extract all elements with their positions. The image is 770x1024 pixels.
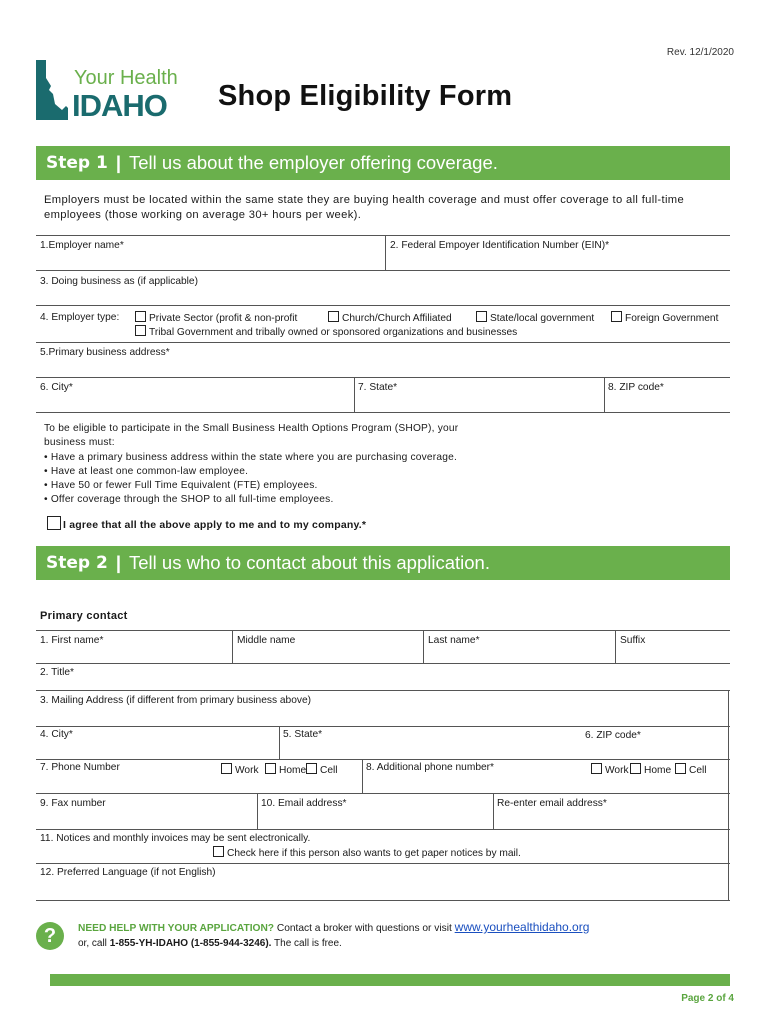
step1-number: Step 1 xyxy=(46,153,108,173)
step2-heading: Tell us who to contact about this application. xyxy=(129,552,490,573)
divider xyxy=(728,726,729,759)
checkbox[interactable] xyxy=(328,311,339,322)
checkbox[interactable] xyxy=(47,516,61,530)
employer-type-private[interactable]: Private Sector (profit & non-profit xyxy=(135,311,297,324)
divider xyxy=(279,726,280,759)
divider xyxy=(728,863,729,900)
additional-phone-field[interactable]: 8. Additional phone number* xyxy=(366,762,495,773)
divider xyxy=(36,793,730,794)
step2-separator: | xyxy=(115,552,122,573)
ein-field[interactable]: 2. Federal Empoyer Identification Number (EIN)* xyxy=(390,240,610,251)
phone-type-work[interactable]: Work xyxy=(221,763,259,776)
checkbox[interactable] xyxy=(265,763,276,774)
employer-type-label: 4. Employer type: xyxy=(40,312,120,323)
phone-field[interactable]: 7. Phone Number xyxy=(40,762,120,773)
checkbox[interactable] xyxy=(221,763,232,774)
help-text xyxy=(78,920,589,934)
employer-type-tribal[interactable]: Tribal Government and tribally owned or sponsored organizations and businesses xyxy=(135,325,517,338)
language-field[interactable]: 12. Preferred Language (if not English) xyxy=(40,867,216,878)
divider xyxy=(604,377,605,412)
checkbox[interactable] xyxy=(135,311,146,322)
step2-header xyxy=(36,546,730,580)
divider xyxy=(728,829,729,863)
first-name-field[interactable]: 1. First name* xyxy=(40,635,104,646)
help-call-text xyxy=(78,938,342,949)
divider xyxy=(36,235,730,236)
divider xyxy=(728,759,729,793)
contact-city-field[interactable]: 4. City* xyxy=(40,729,73,740)
help-call-pre: or, call xyxy=(78,938,110,949)
employer-type-foreign[interactable]: Foreign Government xyxy=(611,311,718,324)
help-phone: 1-855-YH-IDAHO (1-855-944-3246). xyxy=(109,938,272,949)
add-phone-type-home[interactable]: Home xyxy=(630,763,671,776)
divider xyxy=(728,690,729,726)
reenter-email-field[interactable]: Re-enter email address* xyxy=(497,798,607,809)
divider xyxy=(36,412,730,413)
eligibility-item: • Have 50 or fewer Full Time Equivalent (FTE) employees. xyxy=(44,479,504,493)
city-field[interactable]: 6. City* xyxy=(40,382,73,393)
agree-checkbox[interactable]: I agree that all the above apply to me and to my company.* xyxy=(47,516,366,531)
divider xyxy=(36,630,730,631)
employer-type-church[interactable]: Church/Church Affiliated xyxy=(328,311,452,324)
step1-header xyxy=(36,146,730,180)
step1-separator: | xyxy=(115,152,122,173)
divider xyxy=(385,235,386,270)
checkbox[interactable] xyxy=(591,763,602,774)
revision-date: Rev. 12/1/2020 xyxy=(666,47,734,58)
website-link[interactable]: www.yourhealthidaho.org xyxy=(454,920,590,934)
divider xyxy=(354,377,355,412)
notices-label: 11. Notices and monthly invoices may be sent electronically. xyxy=(40,833,311,844)
phone-type-cell[interactable]: Cell xyxy=(306,763,338,776)
divider xyxy=(423,630,424,663)
checkbox[interactable] xyxy=(675,763,686,774)
divider xyxy=(36,759,730,760)
divider xyxy=(36,342,730,343)
mailing-address-field[interactable]: 3. Mailing Address (if different from primary business above) xyxy=(40,695,312,706)
help-body: Contact a broker with questions or visit xyxy=(274,923,455,934)
divider xyxy=(36,726,730,727)
step1-intro: Employers must be located within the same state they are buying health coverage and must offer coverage to all full-time employees (those working on average 30+ hours per week). xyxy=(44,194,685,221)
step1-heading: Tell us about the employer offering coverage. xyxy=(129,152,498,173)
fax-field[interactable]: 9. Fax number xyxy=(40,798,106,809)
footer-bar xyxy=(50,974,730,986)
checkbox[interactable] xyxy=(611,311,622,322)
email-field[interactable]: 10. Email address* xyxy=(261,798,347,809)
divider xyxy=(362,759,363,793)
state-field[interactable]: 7. State* xyxy=(358,382,398,393)
add-phone-type-work[interactable]: Work xyxy=(591,763,629,776)
divider xyxy=(36,900,730,901)
last-name-field[interactable]: Last name* xyxy=(428,635,480,646)
divider xyxy=(36,377,730,378)
contact-zip-field[interactable]: 6. ZIP code* xyxy=(585,730,641,741)
employer-type-government[interactable]: State/local government xyxy=(476,311,594,324)
eligibility-item: • Have a primary business address within the state where you are purchasing coverage. xyxy=(44,451,504,465)
primary-contact-heading: Primary contact xyxy=(40,610,128,622)
divider xyxy=(36,690,730,691)
divider xyxy=(36,270,730,271)
eligibility-block xyxy=(44,422,504,508)
suffix-field[interactable]: Suffix xyxy=(620,635,646,646)
contact-state-field[interactable]: 5. State* xyxy=(283,729,323,740)
checkbox[interactable] xyxy=(135,325,146,336)
help-call-post: The call is free. xyxy=(271,938,342,949)
your-health-idaho-logo xyxy=(34,58,194,124)
help-highlight: NEED HELP WITH YOUR APPLICATION? xyxy=(78,923,275,934)
checkbox[interactable] xyxy=(476,311,487,322)
idaho-state-icon xyxy=(36,60,68,120)
logo-line1: Your Health xyxy=(74,67,178,89)
divider xyxy=(728,793,729,829)
add-phone-type-cell[interactable]: Cell xyxy=(675,763,707,776)
divider xyxy=(36,663,730,664)
step2-number: Step 2 xyxy=(46,553,108,573)
primary-address-field[interactable]: 5.Primary business address* xyxy=(40,347,170,358)
zip-field[interactable]: 8. ZIP code* xyxy=(608,382,664,393)
divider xyxy=(493,793,494,829)
employer-name-field[interactable]: 1.Employer name* xyxy=(40,240,124,251)
checkbox[interactable] xyxy=(306,763,317,774)
title-field[interactable]: 2. Title* xyxy=(40,667,74,678)
middle-name-field[interactable]: Middle name xyxy=(237,635,296,646)
eligibility-item: • Have at least one common-law employee. xyxy=(44,465,504,479)
logo-line2: IDAHO xyxy=(72,88,167,123)
phone-type-home[interactable]: Home xyxy=(265,763,306,776)
form-title: Shop Eligibility Form xyxy=(218,80,513,112)
eligibility-item: • Offer coverage through the SHOP to all full-time employees. xyxy=(44,493,504,507)
divider xyxy=(615,630,616,663)
divider xyxy=(257,793,258,829)
page-number: Page 2 of 4 xyxy=(681,993,734,1004)
question-icon: ? xyxy=(36,922,64,950)
eligibility-intro: To be eligible to participate in the Small Business Health Options Program (SHOP), your xyxy=(44,423,459,434)
eligibility-intro: business must: xyxy=(44,437,115,449)
checkbox[interactable] xyxy=(213,846,224,857)
divider xyxy=(36,863,730,864)
divider xyxy=(36,829,730,830)
paper-notices-checkbox[interactable]: Check here if this person also wants to get paper notices by mail. xyxy=(213,846,521,859)
checkbox[interactable] xyxy=(630,763,641,774)
divider xyxy=(232,630,233,663)
dba-field[interactable]: 3. Doing business as (if applicable) xyxy=(40,276,198,287)
divider xyxy=(36,305,730,306)
